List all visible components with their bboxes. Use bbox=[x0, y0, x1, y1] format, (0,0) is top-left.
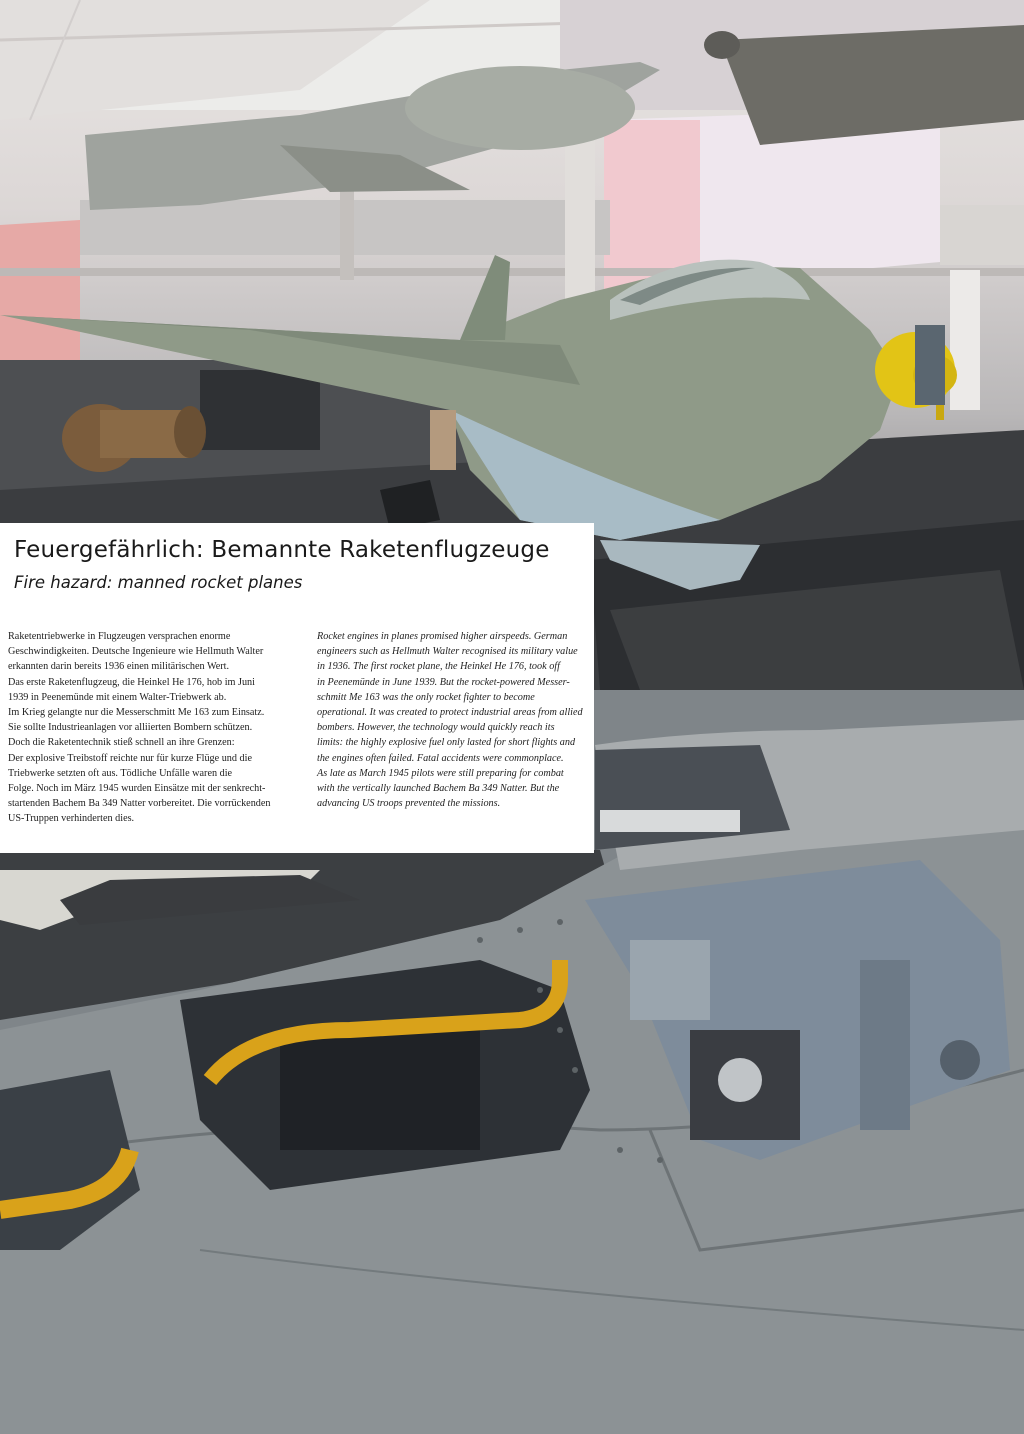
german-text-column bbox=[8, 629, 282, 827]
german-text-line: erkannten darin bereits 1936 einen militärischen Wert. bbox=[8, 661, 230, 673]
german-text-line: Das erste Raketenflugzeug, die Heinkel He 176, hob im Juni bbox=[8, 676, 255, 688]
german-text-line: Triebwerke setzten oft aus. Tödliche Unfälle waren die bbox=[8, 767, 233, 779]
english-text-line: schmitt Me 163 was the only rocket fighter to become bbox=[317, 691, 535, 703]
german-text-line: 1939 in Peenemünde mit einem Walter-Triebwerk ab. bbox=[8, 691, 227, 703]
german-text-line: Folge. Noch im März 1945 wurden Einsätze mit der senkrecht- bbox=[8, 783, 266, 795]
exhibit-info-panel bbox=[0, 523, 594, 853]
english-text-line: in Peenemünde in June 1939. But the rocket-powered Messer- bbox=[317, 676, 570, 688]
german-text-line: Raketentriebwerke in Flugzeugen versprachen enorme bbox=[8, 631, 231, 642]
english-text-line: operational. It was created to protect industrial areas from allied bbox=[317, 707, 583, 719]
panel-title-german: Feuergefährlich: Bemannte Raketenflugzeuge bbox=[14, 537, 550, 563]
english-text-line: in 1936. The first rocket plane, the Heinkel He 176, took off bbox=[317, 661, 560, 673]
german-text-line: Geschwindigkeiten. Deutsche Ingenieure wie Hellmuth Walter bbox=[8, 646, 264, 658]
english-text-line: Rocket engines in planes promised higher airspeeds. German bbox=[317, 631, 568, 642]
english-text-line: limits: the highly explosive fuel only lasted for short flights and bbox=[317, 737, 576, 749]
german-text-line: Doch die Raketentechnik stieß schnell an ihre Grenzen: bbox=[8, 737, 235, 749]
english-text-line: the engines often failed. Fatal accidents were commonplace. bbox=[317, 752, 564, 764]
english-text-line: bombers. However, the technology would quickly reach its bbox=[317, 722, 555, 734]
german-text-line: Im Krieg gelangte nur die Messerschmitt Me 163 zum Einsatz. bbox=[8, 707, 265, 719]
german-text-line: US-Truppen verhinderten dies. bbox=[8, 813, 135, 825]
english-text-line: engineers such as Hellmuth Walter recognised its military value bbox=[317, 646, 578, 658]
english-text-column bbox=[317, 629, 583, 811]
english-text-line: advancing US troops prevented the missions. bbox=[317, 798, 501, 810]
german-text-line: Sie sollte Industrieanlagen vor alliierten Bombern schützen. bbox=[8, 722, 253, 734]
german-text-line: Der explosive Treibstoff reichte nur für kurze Flüge und die bbox=[8, 752, 252, 764]
english-text-line: As late as March 1945 pilots were still preparing for combat bbox=[317, 767, 564, 779]
german-text-line: startenden Bachem Ba 349 Natter vorbereitet. Die vorrückenden bbox=[8, 798, 271, 810]
panel-title-english: Fire hazard: manned rocket planes bbox=[14, 573, 303, 592]
english-text-line: with the vertically launched Bachem Ba 349 Natter. But the bbox=[317, 783, 560, 795]
